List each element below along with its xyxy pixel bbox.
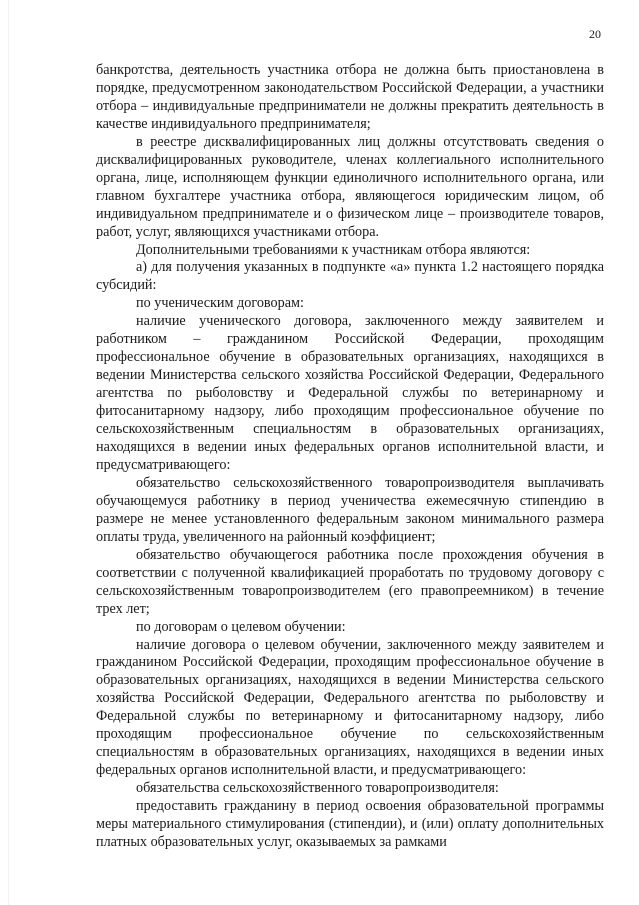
paragraph-11: обязательства сельскохозяйственного товаропроизводителя: xyxy=(136,780,499,797)
paragraph-5: по ученическим договорам: xyxy=(136,295,304,312)
paragraph-6: наличие ученического договора, заключенного между заявителем и работником – гражданином Российской Федерации, проходящим профессиональное обучение в образовательных организациях, находящихся в ведении Министерства сельского хозяйства Российской Федерации, Федерального агентства по рыболовству и Федеральной службы по ветеринарному и фитосанитарному надзору, либо проходящим профессиональное обучение по сельскохозяйственным специальностям в образовательных организациях, находящихся в ведении иных федеральных органов исполнительной власти, и предусматривающего: xyxy=(96,313,604,473)
paragraph-4: а) для получения указанных в подпункте «а» пункта 1.2 настоящего порядка субсидий: xyxy=(96,259,604,294)
paragraph-7: обязательство сельскохозяйственного товаропроизводителя выплачивать обучающемуся работнику в период ученичества ежемесячную стипендию в размере не менее установленного федеральным законом минимального размера оплаты труда, увеличенного на районный коэффициент; xyxy=(96,474,604,545)
paragraph-3: Дополнительными требованиями к участникам отбора являются: xyxy=(136,241,531,258)
page-number: 20 xyxy=(589,27,601,41)
paragraph-2: в реестре дисквалифицированных лиц должны отсутствовать сведения о дисквалифицированных руководителе, членах коллегиального исполнительного органа, лице, исполняющем функции единоличного исполнительного органа, или главном бухгалтере участника отбора, являющегося юридическим лицом, об индивидуальном предпринимателе и о физическом лице – производителе товаров, работ, услуг, являющихся участниками отбора. xyxy=(96,133,604,240)
paragraph-1: банкротства, деятельность участника отбора не должна быть приостановлена в порядке, предусмотренном законодательством Российской Федерации, а участники отбора – индивидуальные предприниматели не должны прекратить деятельность в качестве индивидуального предпринимателя; xyxy=(96,62,604,132)
paragraph-9: по договорам о целевом обучении: xyxy=(136,618,346,635)
document-body xyxy=(96,62,604,852)
paragraph-8: обязательство обучающегося работника после прохождения обучения в соответствии с полученной квалификацией проработать по трудовому договору с сельскохозяйственным товаропроизводителем (его правопреемником) в течение трех лет; xyxy=(96,546,604,617)
paragraph-10: наличие договора о целевом обучении, заключенного между заявителем и гражданином Российской Федерации, проходящим профессиональное обучение в образовательных организациях, находящихся в ведении Министерства сельского хозяйства Российской Федерации, Федерального агентства по рыболовству и Федеральной службы по ветеринарному и фитосанитарному надзору, либо проходящим профессиональное обучение по сельскохозяйственным специальностям в образовательных организациях, находящихся в ведении иных федеральных органов исполнительной власти, и предусматривающего: xyxy=(96,636,604,779)
scan-edge xyxy=(8,0,9,905)
paragraph-12: предоставить гражданину в период освоения образовательной программы меры материального стимулирования (стипендии), и (или) оплату дополнительных платных образовательных услуг, оказываемых за рамками xyxy=(96,798,604,850)
